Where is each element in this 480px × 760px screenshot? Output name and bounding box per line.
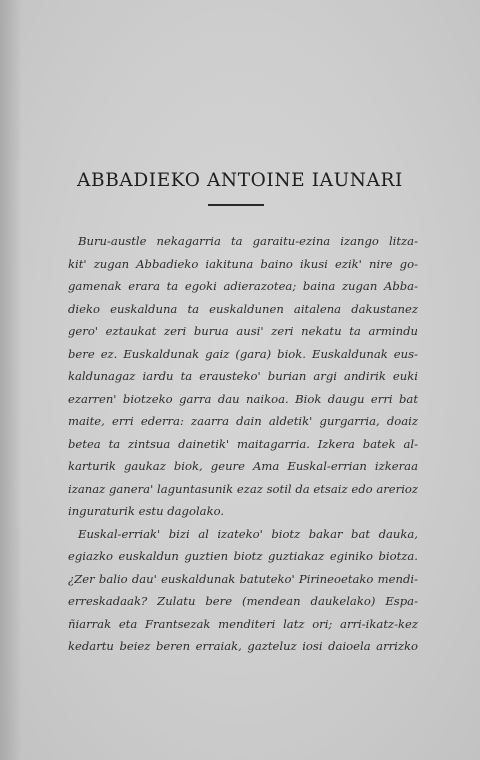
text-line: ¿Zer balio dau' euskaldunak batuteko' Pirineoetako mendi-: [68, 571, 418, 586]
page-heading: ABBADIEKO ANTOINE IAUNARI: [77, 170, 403, 191]
text-line: kaldunagaz iardu ta erausteko' burian argi andirik euki: [68, 369, 418, 383]
text-line: bere ez. Euskaldunak gaiz (gara) biok. Euskaldunak eus-: [68, 346, 418, 361]
text-line: betea ta zintsua dainetik' maitagarria. Izkera batek al-: [68, 436, 418, 451]
text-line: gamenak erara ta egoki adierazotea; baina zugan Abba-: [68, 279, 418, 293]
text-line: maite, erri ederra: zaarra dain aldetik' gurgarria, doaiz: [68, 414, 418, 428]
text-line: erreskadaak? Zulatu bere (mendean daukelako) Espa-: [68, 594, 418, 608]
text-line: Buru-austle nekagarria ta garaitu-ezina izango litza-: [78, 234, 418, 248]
text-line: kit' zugan Abbadieko iakituna baino ikusi ezik' nire go-: [68, 256, 418, 271]
text-line: dieko euskalduna ta euskaldunen aitalena dakustanez: [68, 301, 418, 316]
text-line: karturik gaukaz biok, geure Ama Euskal-errian izkeraa: [68, 459, 418, 473]
heading-rule: [208, 204, 264, 206]
text-line: ñiarrak eta Frantsezak menditeri latz ori; arri-ikatz-kez: [68, 616, 418, 631]
text-line: gero' eztaukat zeri burua ausi' zeri nekatu ta armindu: [68, 324, 418, 338]
text-line: izanaz ganera' laguntasunik ezaz sotil da etsaiz edo arerioz: [68, 481, 418, 496]
text-line: Euskal-erriak' bizi al izateko' biotz bakar bat dauka,: [78, 526, 418, 541]
text-line: egiazko euskaldun guztien biotz guztiakaz eginiko biotza.: [68, 549, 418, 563]
page-gutter-shadow: [0, 0, 22, 760]
text-line: ezarren' biotzeko garra dau naikoa. Biok daugu erri bat: [68, 391, 418, 406]
text-line: kedartu beiez beren erraiak, gazteluz iosi daioela arrizko: [68, 639, 418, 653]
text-line: inguraturik estu dagolako.: [68, 504, 225, 518]
body-text: [68, 230, 418, 658]
